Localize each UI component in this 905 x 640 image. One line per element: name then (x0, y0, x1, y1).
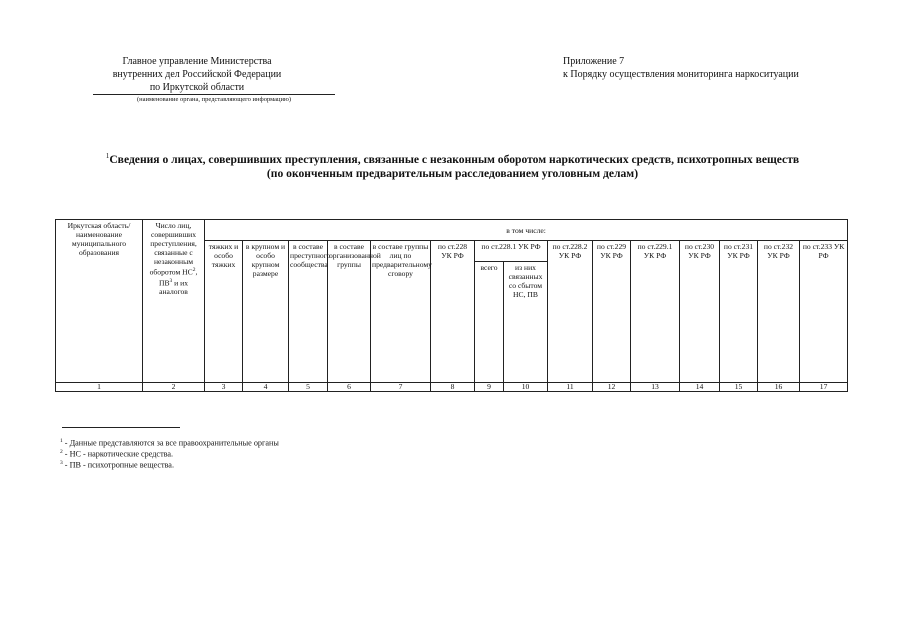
header-total-persons (143, 220, 205, 383)
column-number: 4 (243, 382, 289, 391)
org-line-2: внутренних дел Российской Федерации (112, 69, 282, 80)
column-number: 5 (289, 382, 328, 391)
footnote-text: - Данные представляются за все правоохранительные органы (64, 438, 279, 448)
column-number: 3 (205, 382, 243, 391)
header-art-228-1-total: всего (475, 262, 504, 383)
header-art-230: по ст.230 УК РФ (680, 241, 720, 383)
column-number: 12 (593, 382, 631, 391)
footnote-text: - НС - наркотические средства. (64, 449, 174, 459)
col2-text-c: и их аналогов (159, 278, 189, 297)
header-large-size: в крупном и особо крупном размере (243, 241, 289, 383)
org-underline (93, 94, 335, 95)
header-group-conspiracy: в составе группы лиц по предварительному сговору (371, 241, 431, 383)
column-numbers-row (56, 382, 848, 391)
header-art-231: по ст.231 УК РФ (720, 241, 758, 383)
column-number: 6 (328, 382, 371, 391)
col2-text-a: Число лиц, совершивших преступления, связанные с незаконным оборотом НС (149, 221, 197, 277)
column-number: 2 (143, 382, 205, 391)
report-table (55, 219, 848, 392)
org-caption: (наименование органа, представляющего информацию) (136, 96, 292, 103)
title-footnote-marker: 1 (105, 152, 110, 160)
column-number: 17 (800, 382, 848, 391)
header-art-228: по ст.228 УК РФ (431, 241, 475, 383)
appendix-line-2: к Порядку осуществления мониторинга наркоситуации (563, 69, 799, 80)
header-art-228-1: по ст.228.1 УК РФ (475, 241, 548, 262)
footnote-mark: 3 (60, 460, 63, 466)
header-grave: тяжких и особо тяжких (205, 241, 243, 383)
col2-sup-2: 3 (169, 277, 173, 284)
footnote-mark: 1 (60, 438, 63, 444)
header-criminal-community: в составе преступного сообщества (289, 241, 328, 383)
organization-name (62, 55, 332, 94)
column-number: 14 (680, 382, 720, 391)
column-number: 16 (758, 382, 800, 391)
col2-text-b: , ПВ (158, 267, 198, 288)
org-line-3: по Иркутской области (149, 82, 245, 93)
header-art-228-2: по ст.228.2 УК РФ (548, 241, 593, 383)
header-organized-group: в составе организованной группы (328, 241, 371, 383)
column-number: 13 (631, 382, 680, 391)
title-line-1 (50, 149, 855, 167)
footnote-3 (60, 458, 174, 471)
appendix-note (563, 55, 799, 81)
header-art-229-1: по ст.229.1 УК РФ (631, 241, 680, 383)
header-art-232: по ст.232 УК РФ (758, 241, 800, 383)
appendix-line-1: Приложение 7 (563, 56, 625, 67)
column-number: 15 (720, 382, 758, 391)
footnote-text: - ПВ - психотропные вещества. (64, 460, 174, 470)
column-number: 1 (56, 382, 143, 391)
header-in-that-number: в том числе: (205, 220, 848, 241)
column-number: 10 (504, 382, 548, 391)
column-number: 8 (431, 382, 475, 391)
column-number: 7 (371, 382, 431, 391)
footnote-separator (62, 427, 180, 428)
column-number: 11 (548, 382, 593, 391)
header-art-228-1-sales: из них связанных со сбытом НС, ПВ (504, 262, 548, 383)
header-art-229: по ст.229 УК РФ (593, 241, 631, 383)
col2-sup-1: 2 (192, 267, 196, 273)
column-number: 9 (475, 382, 504, 391)
title-line-2: (по оконченным предварительным расследованием уголовным делам) (266, 166, 639, 180)
header-art-233: по ст.233 УК РФ (800, 241, 848, 383)
header-region: Иркутская область/ наименование муниципального образования (56, 220, 143, 383)
document-title (50, 149, 855, 181)
footnote-mark: 2 (60, 449, 63, 455)
org-line-1: Главное управление Министерства (122, 56, 272, 67)
title-text-1: Сведения о лицах, совершивших преступления, связанные с незаконным оборотом наркотических средств, психотропных веществ (109, 152, 800, 166)
